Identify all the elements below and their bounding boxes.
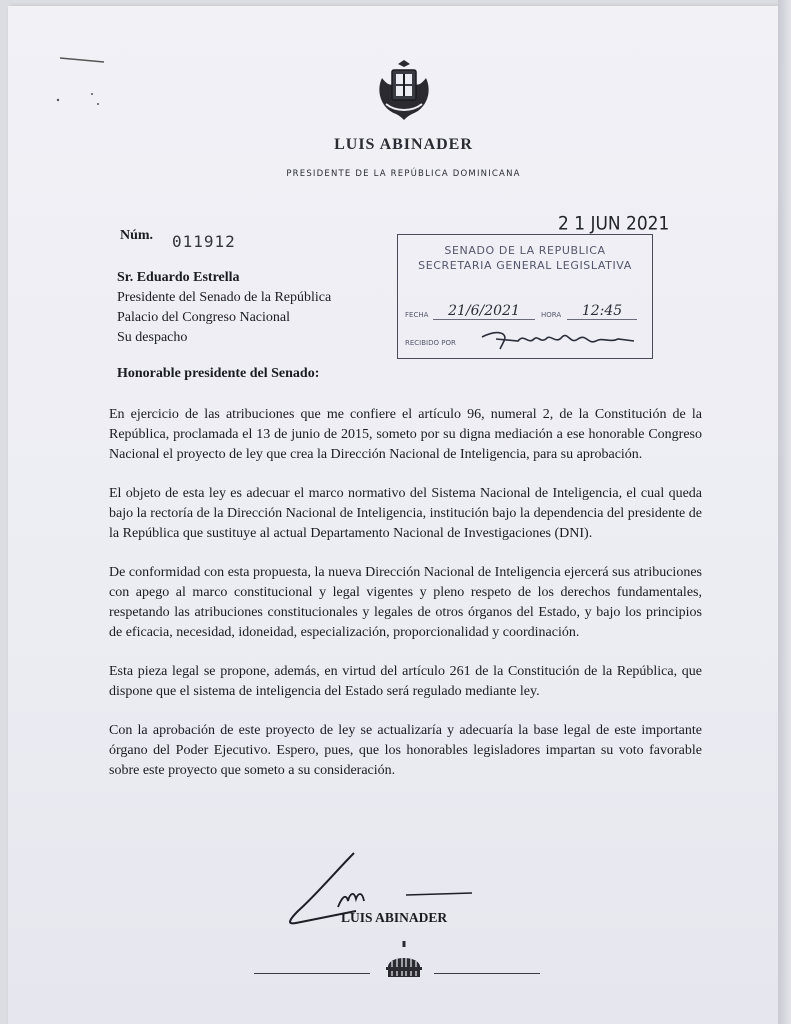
stamp-fecha-value: 21/6/2021 (433, 303, 535, 320)
footer-line-right (434, 973, 540, 974)
paragraph: De conformidad con esta propuesta, la nueva Dirección Nacional de Inteligencia ejercerá sus atribuciones con apego al marco constitucional y legal vigentes y pleno respeto de los derechos fundamentales, respetando las atribuciones constitucionales y legales de otros órganos del Estado, y bajo los principios de eficacia, necesidad, idoneidad, especialización, proporcionalidad y coordinación. (109, 565, 702, 640)
stamp-line-1: SENADO DE LA REPUBLICA (444, 244, 606, 257)
president-title: PRESIDENTE DE LA REPÚBLICA DOMINICANA (286, 169, 521, 179)
stamp-date: 2 1 JUN 2021 (558, 213, 670, 235)
president-name: LUIS ABINADER (334, 136, 473, 153)
signer-name: LUIS ABINADER (341, 910, 448, 925)
coat-of-arms-icon (372, 56, 436, 122)
receiver-signature (478, 323, 638, 353)
letter-body (109, 405, 702, 800)
stamp-hora-label: HORA (541, 311, 562, 319)
stamp-hora-value: 12:45 (567, 303, 637, 320)
reference-number: 011912 (172, 232, 236, 251)
stamp-fecha-label: FECHA (405, 311, 429, 319)
recipient-name: Sr. Eduardo Estrella (117, 270, 240, 285)
paragraph: Esta pieza legal se propone, además, en virtud del artículo 261 de la Constitución de la República, que dispone que el sistema de inteligencia del Estado será regulado mediante ley. (109, 664, 702, 699)
page-edge (778, 0, 791, 1024)
paragraph: Con la aprobación de este proyecto de ley se actualizaría y adecuaría la base legal de este importante órgano del Poder Ejecutivo. Espero, pues, que los honorables legisladores impartan su voto favorable sobre este proyecto que someto a su consideración. (109, 723, 702, 778)
paragraph: El objeto de esta ley es adecuar el marco normativo del Sistema Nacional de Inteligencia, el cual queda bajo la rectoría de la Dirección Nacional de Inteligencia, institución bajo la dependencia del presidente de la República que sustituye al actual Departamento Nacional de Investigaciones (DNI). (109, 486, 702, 541)
recipient-line-2: Palacio del Congreso Nacional (117, 310, 291, 325)
paragraph: En ejercicio de las atribuciones que me confiere el artículo 96, numeral 2, de la Constitución de la República, proclamada el 13 de junio de 2015, someto por su digna mediación a ese honorable Congreso Nacional el proyecto de ley que crea la Dirección Nacional de Inteligencia, para su aprobación. (109, 407, 702, 462)
letter-page (8, 6, 778, 1024)
footer-line-left (254, 973, 370, 974)
reference-number-label: Núm. (120, 228, 154, 243)
scribble-marks (48, 46, 118, 116)
recipient-line-3: Su despacho (117, 330, 188, 345)
dome-icon (382, 941, 426, 981)
reception-stamp (397, 234, 653, 359)
recipient-line-1: Presidente del Senado de la República (117, 290, 332, 305)
recipient-block (117, 268, 331, 348)
stamp-line-2: SECRETARIA GENERAL LEGISLATIVA (418, 259, 632, 272)
salutation: Honorable presidente del Senado: (117, 366, 320, 381)
stamp-recibido-label: RECIBIDO POR (405, 339, 456, 347)
